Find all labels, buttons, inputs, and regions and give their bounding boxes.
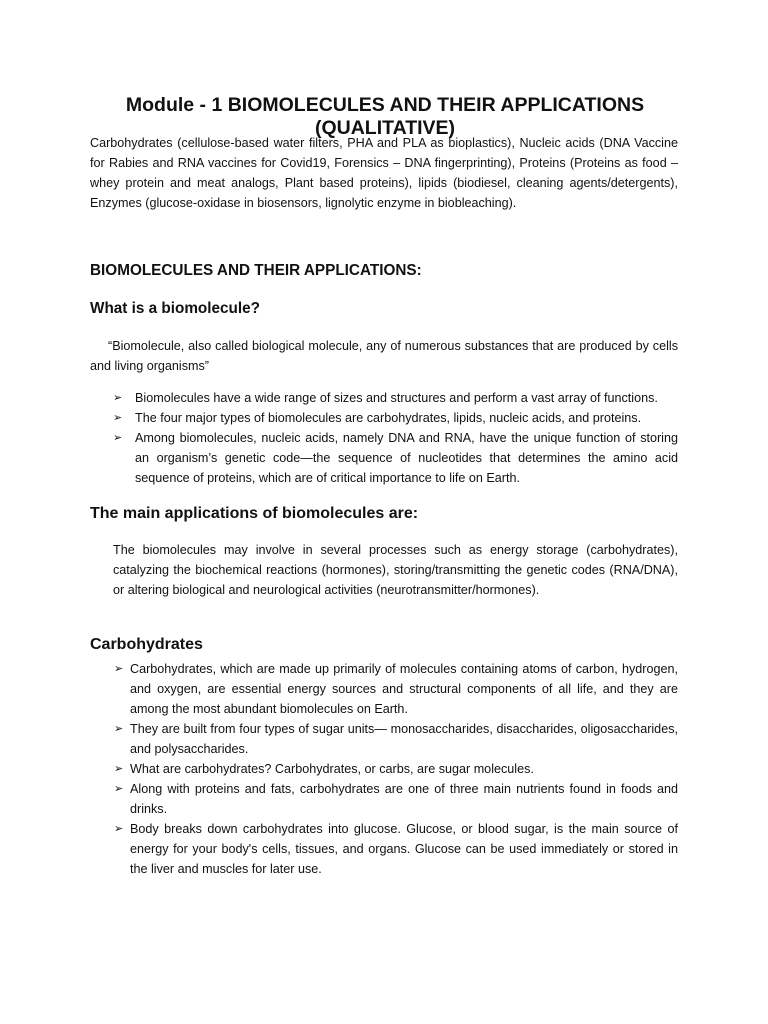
section-heading: BIOMOLECULES AND THEIR APPLICATIONS: (90, 262, 422, 279)
arrow-bullet-icon: ➢ (114, 663, 124, 675)
list-item (114, 779, 678, 819)
arrow-bullet-icon: ➢ (113, 432, 123, 444)
list-item-text: They are built from four types of sugar units— monosaccharides, disaccharides, oligosaccharides, and polysaccharides. (130, 722, 678, 756)
what-heading: What is a biomolecule? (90, 300, 260, 317)
applications-heading: The main applications of biomolecules are: (90, 505, 419, 522)
arrow-bullet-icon: ➢ (113, 392, 123, 404)
list-item (114, 659, 678, 719)
page-title: Module - 1 BIOMOLECULES AND THEIR APPLICATIONS (QUALITATIVE) (125, 94, 645, 139)
list-item-text: The four major types of biomolecules are carbohydrates, lipids, nucleic acids, and proteins. (135, 411, 642, 425)
list-item-text: Among biomolecules, nucleic acids, namely DNA and RNA, have the unique function of storing an organism’s genetic code—the sequence of nucleotides that determines the amino acid sequence of proteins, which are of critical importance to life on Earth. (135, 431, 678, 485)
biomolecule-bullet-list (113, 388, 678, 488)
list-item (113, 388, 678, 408)
list-item-text: Carbohydrates, which are made up primarily of molecules containing atoms of carbon, hydrogen, and oxygen, are essential energy sources and structural components of all life, and they are among the most abundant biomolecules on Earth. (130, 662, 678, 716)
list-item-text: Biomolecules have a wide range of sizes and structures and perform a vast array of functions. (135, 391, 658, 405)
arrow-bullet-icon: ➢ (114, 823, 124, 835)
list-item-text: Body breaks down carbohydrates into glucose. Glucose, or blood sugar, is the main source of energy for your body's cells, tissues, and organs. Glucose can be used immediately or stored in the liver and muscles for later use. (130, 822, 678, 876)
list-item-text: What are carbohydrates? Carbohydrates, or carbs, are sugar molecules. (130, 762, 534, 776)
list-item (113, 408, 678, 428)
arrow-bullet-icon: ➢ (114, 763, 124, 775)
arrow-bullet-icon: ➢ (114, 723, 124, 735)
list-item (114, 819, 678, 879)
arrow-bullet-icon: ➢ (114, 783, 124, 795)
arrow-bullet-icon: ➢ (113, 412, 123, 424)
definition-quote: “Biomolecule, also called biological molecule, any of numerous substances that are produced by cells and living organisms” (90, 339, 678, 373)
carbohydrates-bullet-list (114, 659, 678, 879)
list-item (114, 759, 678, 779)
list-item (113, 428, 678, 488)
list-item-text: Along with proteins and fats, carbohydrates are one of three main nutrients found in foods and drinks. (130, 782, 678, 816)
intro-paragraph: Carbohydrates (cellulose-based water filters, PHA and PLA as bioplastics), Nucleic acids (DNA Vaccine for Rabies and RNA vaccines for Covid19, Forensics – DNA fingerprinting), Proteins (Proteins as food – whey protein and meat analogs, Plant based proteins), lipids (biodiesel, cleaning agents/detergents), Enzymes (glucose-oxidase in biosensors, lignolytic enzyme in biobleaching). (90, 136, 678, 210)
carbohydrates-heading: Carbohydrates (90, 636, 203, 653)
applications-paragraph: The biomolecules may involve in several processes such as energy storage (carbohydrates), catalyzing the biochemical reactions (hormones), storing/transmitting the genetic codes (RNA/DNA), or altering biological and neurological activities (neurotransmitter/hormones). (113, 543, 678, 597)
list-item (114, 719, 678, 759)
